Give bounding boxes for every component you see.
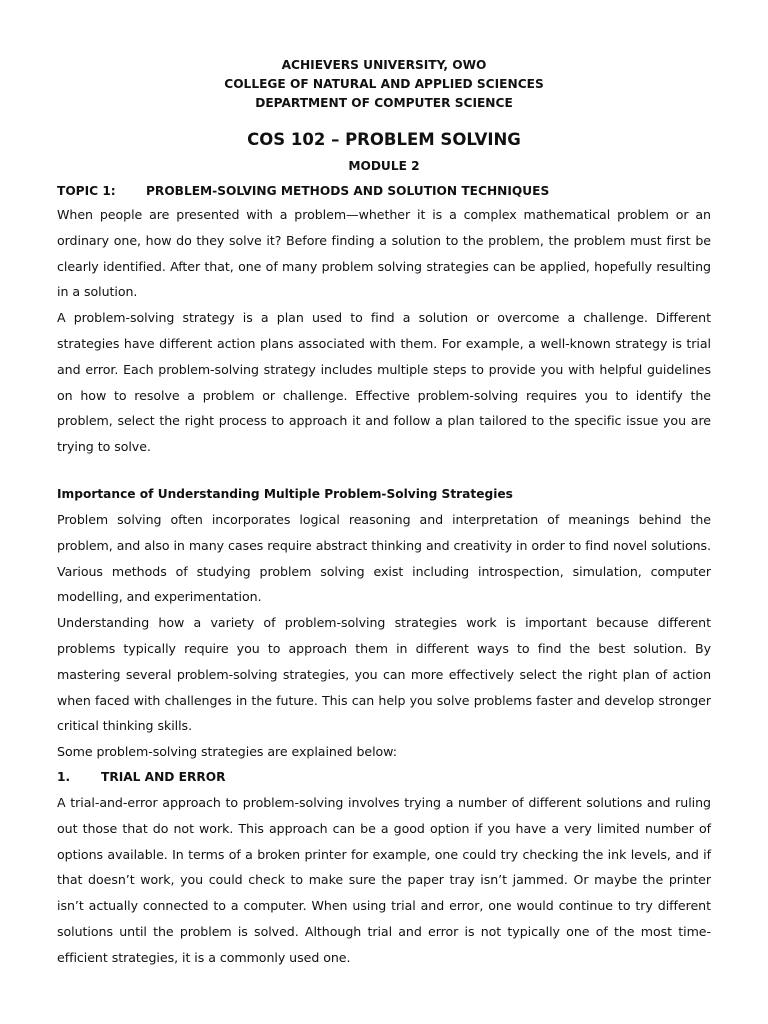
- document-page: [57, 56, 711, 971]
- importance-paragraph-1: Problem solving often incorporates logical reasoning and interpretation of meanings behind the problem, and also in many cases require abstract thinking and creativity in order to find novel solutions. Various methods of studying problem solving exist including introspection, simulation, computer modelling, and experimentation.: [57, 511, 711, 605]
- section-spacer: [57, 460, 711, 482]
- topic-number: TOPIC 1:: [57, 184, 116, 198]
- department-name: DEPARTMENT OF COMPUTER SCIENCE: [255, 96, 513, 110]
- section-1-heading: [57, 765, 711, 790]
- course-title: COS 102 – PROBLEM SOLVING: [247, 130, 521, 149]
- importance-paragraph-2: Understanding how a variety of problem-solving strategies work is important because different problems typically require you to approach them in different ways to find the best solution. By mastering several problem-solving strategies, you can more effectively select the right plan of action when faced with challenges in the future. This can help you solve problems faster and develop stronger critical thinking skills.: [57, 615, 711, 734]
- importance-paragraph-3: Some problem-solving strategies are explained below:: [57, 744, 397, 760]
- module-label: MODULE 2: [348, 159, 420, 173]
- section-1-number: 1.: [57, 769, 71, 784]
- college-name: COLLEGE OF NATURAL AND APPLIED SCIENCES: [224, 77, 544, 91]
- university-name: ACHIEVERS UNIVERSITY, OWO: [281, 58, 487, 72]
- section-1-paragraph: A trial-and-error approach to problem-solving involves trying a number of different solutions and ruling out those that do not work. This approach can be a good option if you have a very limited number of options available. In terms of a broken printer for example, one could try checking the ink levels, and if that doesn’t work, you could check to make sure the paper tray isn’t jammed. Or maybe the printer isn’t actually connected to a computer. When using trial and error, one would continue to try different solutions until the problem is solved. Although trial and error is not typically one of the most time-efficient strategies, it is a commonly used one.: [57, 794, 711, 965]
- importance-heading: Importance of Understanding Multiple Problem-Solving Strategies: [57, 486, 513, 501]
- topic-heading: [57, 180, 711, 202]
- intro-paragraph-2: A problem-solving strategy is a plan used to find a solution or overcome a challenge. Different strategies have different action plans associated with them. For example, a well-known strategy is trial and error. Each problem-solving strategy includes multiple steps to provide you with helpful guidelines on how to resolve a problem or challenge. Effective problem-solving requires you to identify the problem, select the right process to approach it and follow a plan tailored to the specific issue you are trying to solve.: [57, 310, 711, 455]
- topic-title: PROBLEM-SOLVING METHODS AND SOLUTION TECHNIQUES: [146, 184, 550, 198]
- section-1-title: TRIAL AND ERROR: [101, 769, 226, 784]
- intro-paragraph-1: When people are presented with a problem—whether it is a complex mathematical problem or an ordinary one, how do they solve it? Before finding a solution to the problem, the problem must first be clearly identified. After that, one of many problem solving strategies can be applied, hopefully resulting in a solution.: [57, 207, 711, 300]
